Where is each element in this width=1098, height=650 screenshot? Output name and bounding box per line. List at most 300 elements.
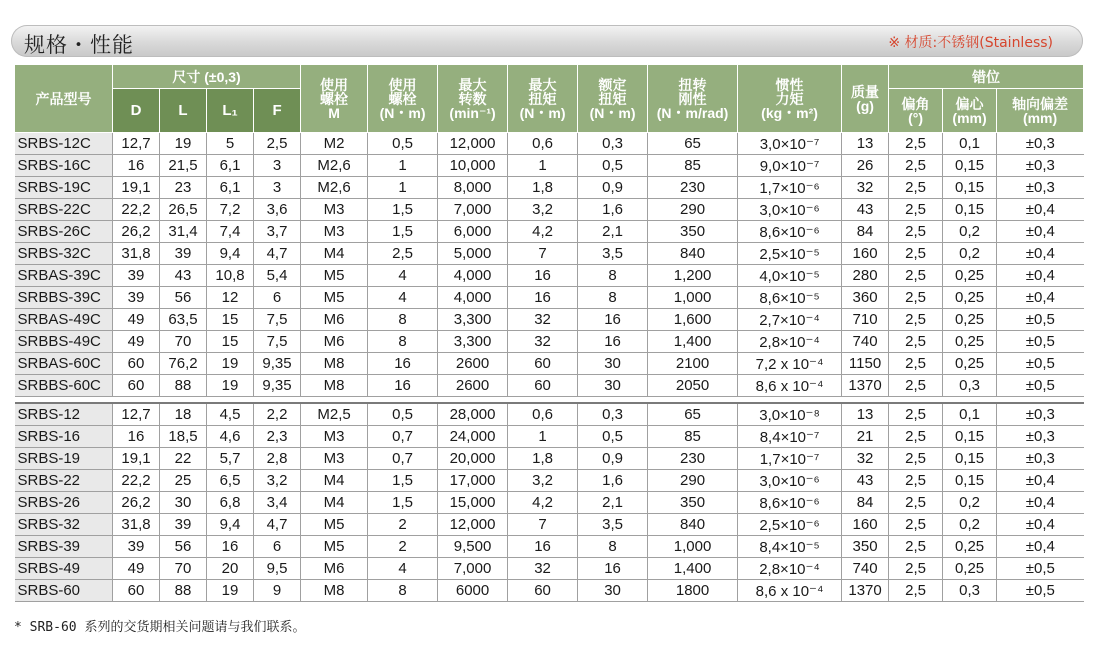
value-cell: 0,2 xyxy=(943,492,997,514)
value-cell: 1 xyxy=(508,426,578,448)
value-cell: 13 xyxy=(842,403,889,426)
value-cell: 13 xyxy=(842,133,889,155)
value-cell: ±0,4 xyxy=(997,221,1084,243)
value-cell: 7 xyxy=(508,243,578,265)
model-cell: SRBAS-60C xyxy=(15,353,113,375)
value-cell: 39 xyxy=(113,536,160,558)
value-cell: 2,5 xyxy=(889,580,943,602)
value-cell: 70 xyxy=(160,558,207,580)
value-cell: 16 xyxy=(207,536,254,558)
value-cell: 1,5 xyxy=(368,199,438,221)
value-cell: 31,8 xyxy=(113,514,160,536)
model-cell: SRBS-39 xyxy=(15,536,113,558)
value-cell: 2,5 xyxy=(889,221,943,243)
value-cell: 16 xyxy=(368,353,438,375)
value-cell: 7,000 xyxy=(438,558,508,580)
value-cell: 8,6×10⁻⁶ xyxy=(738,221,842,243)
value-cell: 0,15 xyxy=(943,155,997,177)
table-row xyxy=(15,470,1084,492)
value-cell: 2,5 xyxy=(889,426,943,448)
value-cell: 1,5 xyxy=(368,492,438,514)
table-row xyxy=(15,309,1084,331)
value-cell: M6 xyxy=(301,331,368,353)
value-cell: 0,6 xyxy=(508,403,578,426)
value-cell: 0,15 xyxy=(943,470,997,492)
value-cell: 4,5 xyxy=(207,403,254,426)
table-row xyxy=(15,375,1084,397)
value-cell: 15 xyxy=(207,331,254,353)
col-inertia: 惯性 力矩 (kg・m²) xyxy=(761,76,818,121)
table-row xyxy=(15,536,1084,558)
value-cell: 8 xyxy=(578,287,648,309)
value-cell: M8 xyxy=(301,580,368,602)
value-cell: 84 xyxy=(842,492,889,514)
value-cell: 2,1 xyxy=(578,221,648,243)
value-cell: 0,1 xyxy=(943,403,997,426)
value-cell: 2,5 xyxy=(889,155,943,177)
model-cell: SRBS-60 xyxy=(15,580,113,602)
table-row xyxy=(15,426,1084,448)
model-cell: SRBAS-39C xyxy=(15,265,113,287)
value-cell: M2,6 xyxy=(301,155,368,177)
value-cell: 1,400 xyxy=(648,331,738,353)
value-cell: 10,8 xyxy=(207,265,254,287)
value-cell: ±0,5 xyxy=(997,309,1084,331)
value-cell: 4,000 xyxy=(438,265,508,287)
model-cell: SRBBS-60C xyxy=(15,375,113,397)
value-cell: ±0,5 xyxy=(997,558,1084,580)
value-cell: 7 xyxy=(508,514,578,536)
value-cell: 18 xyxy=(160,403,207,426)
value-cell: 0,2 xyxy=(943,221,997,243)
value-cell: 2,5 xyxy=(889,353,943,375)
value-cell: 49 xyxy=(113,558,160,580)
value-cell: 1800 xyxy=(648,580,738,602)
value-cell: 12,7 xyxy=(113,403,160,426)
table-row xyxy=(15,221,1084,243)
value-cell: ±0,3 xyxy=(997,155,1084,177)
value-cell: ±0,4 xyxy=(997,470,1084,492)
value-cell: 2,5 xyxy=(889,403,943,426)
value-cell: M5 xyxy=(301,536,368,558)
value-cell: 39 xyxy=(160,514,207,536)
value-cell: 8 xyxy=(578,265,648,287)
value-cell: 32 xyxy=(842,448,889,470)
value-cell: 2100 xyxy=(648,353,738,375)
value-cell: 4,7 xyxy=(254,243,301,265)
value-cell: 2,3 xyxy=(254,426,301,448)
value-cell: 12 xyxy=(207,287,254,309)
value-cell: 1 xyxy=(508,155,578,177)
value-cell: 350 xyxy=(648,492,738,514)
value-cell: 12,7 xyxy=(113,133,160,155)
value-cell: 840 xyxy=(648,514,738,536)
value-cell: 3,300 xyxy=(438,331,508,353)
value-cell: 0,3 xyxy=(578,403,648,426)
value-cell: 2600 xyxy=(438,353,508,375)
value-cell: M5 xyxy=(301,514,368,536)
value-cell: M5 xyxy=(301,287,368,309)
value-cell: M2,6 xyxy=(301,177,368,199)
value-cell: 2,5 xyxy=(889,492,943,514)
table-row xyxy=(15,155,1084,177)
value-cell: 10,000 xyxy=(438,155,508,177)
value-cell: M3 xyxy=(301,448,368,470)
col-misalign: 错位 xyxy=(889,65,1084,89)
table-row xyxy=(15,558,1084,580)
value-cell: 2600 xyxy=(438,375,508,397)
value-cell: 3,0×10⁻⁶ xyxy=(738,470,842,492)
model-cell: SRBS-16 xyxy=(15,426,113,448)
value-cell: 3 xyxy=(254,177,301,199)
value-cell: M4 xyxy=(301,243,368,265)
table-row xyxy=(15,492,1084,514)
value-cell: 1,5 xyxy=(368,221,438,243)
value-cell: ±0,4 xyxy=(997,492,1084,514)
value-cell: 1,8 xyxy=(508,177,578,199)
value-cell: 2,5 xyxy=(889,177,943,199)
value-cell: 19 xyxy=(160,133,207,155)
col-F: F xyxy=(254,89,301,133)
value-cell: 16 xyxy=(113,426,160,448)
value-cell: 7,5 xyxy=(254,331,301,353)
value-cell: 3,2 xyxy=(508,199,578,221)
value-cell: 0,9 xyxy=(578,448,648,470)
value-cell: 23 xyxy=(160,177,207,199)
value-cell: 740 xyxy=(842,331,889,353)
value-cell: 9,0×10⁻⁷ xyxy=(738,155,842,177)
value-cell: 26,2 xyxy=(113,221,160,243)
value-cell: 0,5 xyxy=(578,155,648,177)
table-row xyxy=(15,448,1084,470)
value-cell: M5 xyxy=(301,265,368,287)
value-cell: 22,2 xyxy=(113,199,160,221)
value-cell: M8 xyxy=(301,353,368,375)
value-cell: 1,7×10⁻⁶ xyxy=(738,177,842,199)
value-cell: 1 xyxy=(368,177,438,199)
value-cell: 2,5 xyxy=(889,331,943,353)
value-cell: 16 xyxy=(508,287,578,309)
value-cell: 2,5 xyxy=(889,375,943,397)
material-note: ※ 材质:不锈钢(Stainless) xyxy=(888,35,1053,51)
col-L1: L₁ xyxy=(207,89,254,133)
value-cell: ±0,4 xyxy=(997,265,1084,287)
value-cell: 17,000 xyxy=(438,470,508,492)
value-cell: 360 xyxy=(842,287,889,309)
value-cell: 2,5 xyxy=(889,470,943,492)
model-cell: SRBAS-49C xyxy=(15,309,113,331)
value-cell: ±0,3 xyxy=(997,133,1084,155)
value-cell: 6,1 xyxy=(207,155,254,177)
value-cell: 19,1 xyxy=(113,177,160,199)
value-cell: 4 xyxy=(368,265,438,287)
value-cell: ±0,5 xyxy=(997,375,1084,397)
value-cell: ±0,5 xyxy=(997,353,1084,375)
value-cell: 7,2 x 10⁻⁴ xyxy=(738,353,842,375)
value-cell: 49 xyxy=(113,309,160,331)
spec-table xyxy=(14,64,1084,602)
value-cell: 16 xyxy=(508,265,578,287)
value-cell: 6 xyxy=(254,287,301,309)
value-cell: 4,2 xyxy=(508,492,578,514)
value-cell: 76,2 xyxy=(160,353,207,375)
value-cell: 31,8 xyxy=(113,243,160,265)
value-cell: ±0,4 xyxy=(997,514,1084,536)
value-cell: M3 xyxy=(301,199,368,221)
value-cell: 2050 xyxy=(648,375,738,397)
col-max-torque: 最大 扭矩 (N・m) xyxy=(519,76,566,121)
value-cell: 1370 xyxy=(842,580,889,602)
value-cell: 22 xyxy=(160,448,207,470)
value-cell: 9,4 xyxy=(207,243,254,265)
value-cell: 0,25 xyxy=(943,265,997,287)
value-cell: M3 xyxy=(301,426,368,448)
value-cell: 230 xyxy=(648,448,738,470)
model-cell: SRBS-16C xyxy=(15,155,113,177)
value-cell: 0,5 xyxy=(368,133,438,155)
value-cell: 5 xyxy=(207,133,254,155)
value-cell: ±0,4 xyxy=(997,243,1084,265)
value-cell: 290 xyxy=(648,470,738,492)
value-cell: 1,5 xyxy=(368,470,438,492)
value-cell: 43 xyxy=(160,265,207,287)
value-cell: 1370 xyxy=(842,375,889,397)
value-cell: 1,200 xyxy=(648,265,738,287)
value-cell: 2,8×10⁻⁴ xyxy=(738,331,842,353)
value-cell: ±0,3 xyxy=(997,426,1084,448)
value-cell: 290 xyxy=(648,199,738,221)
value-cell: 2,1 xyxy=(578,492,648,514)
col-L: L xyxy=(160,89,207,133)
value-cell: 3,300 xyxy=(438,309,508,331)
model-cell: SRBS-19 xyxy=(15,448,113,470)
col-D: D xyxy=(113,89,160,133)
col-angle: 偏角 (°) xyxy=(901,95,930,126)
value-cell: ±0,4 xyxy=(997,199,1084,221)
value-cell: 19 xyxy=(207,353,254,375)
table-row xyxy=(15,403,1084,426)
value-cell: 0,25 xyxy=(943,309,997,331)
value-cell: 12,000 xyxy=(438,514,508,536)
value-cell: 43 xyxy=(842,199,889,221)
value-cell: 60 xyxy=(113,580,160,602)
table-row xyxy=(15,331,1084,353)
value-cell: 2,8 xyxy=(254,448,301,470)
value-cell: 8,6 x 10⁻⁴ xyxy=(738,580,842,602)
value-cell: ±0,5 xyxy=(997,331,1084,353)
value-cell: 8 xyxy=(368,580,438,602)
table-row xyxy=(15,177,1084,199)
value-cell: 0,25 xyxy=(943,558,997,580)
value-cell: 0,25 xyxy=(943,536,997,558)
value-cell: 16 xyxy=(578,309,648,331)
value-cell: 4 xyxy=(368,558,438,580)
value-cell: 30 xyxy=(578,353,648,375)
value-cell: 8,6×10⁻⁵ xyxy=(738,287,842,309)
value-cell: 0,9 xyxy=(578,177,648,199)
value-cell: ±0,4 xyxy=(997,536,1084,558)
value-cell: 15 xyxy=(207,309,254,331)
value-cell: 39 xyxy=(160,243,207,265)
value-cell: 65 xyxy=(648,133,738,155)
value-cell: 2,7×10⁻⁴ xyxy=(738,309,842,331)
value-cell: 30 xyxy=(160,492,207,514)
value-cell: M8 xyxy=(301,375,368,397)
value-cell: 2,5 xyxy=(889,558,943,580)
value-cell: 20 xyxy=(207,558,254,580)
value-cell: 0,7 xyxy=(368,426,438,448)
value-cell: 2,5 xyxy=(889,287,943,309)
value-cell: ±0,3 xyxy=(997,403,1084,426)
model-cell: SRBS-22 xyxy=(15,470,113,492)
table-row xyxy=(15,199,1084,221)
table-row xyxy=(15,580,1084,602)
value-cell: 0,7 xyxy=(368,448,438,470)
value-cell: 230 xyxy=(648,177,738,199)
value-cell: 32 xyxy=(508,331,578,353)
value-cell: 4 xyxy=(368,287,438,309)
value-cell: 30 xyxy=(578,375,648,397)
value-cell: 8,6 x 10⁻⁴ xyxy=(738,375,842,397)
value-cell: 5,7 xyxy=(207,448,254,470)
value-cell: 25 xyxy=(160,470,207,492)
value-cell: 6,8 xyxy=(207,492,254,514)
value-cell: 3,7 xyxy=(254,221,301,243)
model-cell: SRBS-26 xyxy=(15,492,113,514)
value-cell: 9,35 xyxy=(254,375,301,397)
value-cell: 350 xyxy=(648,221,738,243)
value-cell: 85 xyxy=(648,155,738,177)
value-cell: M2 xyxy=(301,133,368,155)
value-cell: 18,5 xyxy=(160,426,207,448)
value-cell: 3,5 xyxy=(578,243,648,265)
value-cell: 32 xyxy=(508,309,578,331)
footnote: * SRB-60 系列的交货期相关问题请与我们联系。 xyxy=(14,620,306,635)
value-cell: 3,6 xyxy=(254,199,301,221)
value-cell: 0,25 xyxy=(943,331,997,353)
value-cell: 0,1 xyxy=(943,133,997,155)
value-cell: 15,000 xyxy=(438,492,508,514)
value-cell: 0,5 xyxy=(578,426,648,448)
table-row xyxy=(15,243,1084,265)
value-cell: 60 xyxy=(508,375,578,397)
value-cell: 56 xyxy=(160,536,207,558)
value-cell: 2,5 xyxy=(889,133,943,155)
value-cell: 840 xyxy=(648,243,738,265)
value-cell: 2,5 xyxy=(889,309,943,331)
value-cell: 2 xyxy=(368,536,438,558)
value-cell: 32 xyxy=(842,177,889,199)
value-cell: 0,15 xyxy=(943,426,997,448)
value-cell: 0,6 xyxy=(508,133,578,155)
value-cell: 65 xyxy=(648,403,738,426)
value-cell: 2,5 xyxy=(254,133,301,155)
value-cell: 160 xyxy=(842,243,889,265)
model-cell: SRBS-12 xyxy=(15,403,113,426)
value-cell: 26 xyxy=(842,155,889,177)
value-cell: 710 xyxy=(842,309,889,331)
value-cell: 2,5 xyxy=(889,514,943,536)
value-cell: 26,5 xyxy=(160,199,207,221)
value-cell: 60 xyxy=(113,353,160,375)
value-cell: 9,500 xyxy=(438,536,508,558)
value-cell: 1,8 xyxy=(508,448,578,470)
value-cell: 3,2 xyxy=(254,470,301,492)
table-row xyxy=(15,287,1084,309)
col-stiffness: 扭转 刚性 (N・m/rad) xyxy=(656,76,729,121)
value-cell: 6,1 xyxy=(207,177,254,199)
value-cell: 60 xyxy=(508,580,578,602)
col-bolt: 使用 螺栓 M xyxy=(320,76,349,121)
value-cell: 1150 xyxy=(842,353,889,375)
col-axial: 轴向偏差 (mm) xyxy=(1012,95,1069,126)
value-cell: 2 xyxy=(368,514,438,536)
value-cell: 88 xyxy=(160,375,207,397)
model-cell: SRBS-26C xyxy=(15,221,113,243)
value-cell: 60 xyxy=(508,353,578,375)
value-cell: 4,2 xyxy=(508,221,578,243)
value-cell: 0,25 xyxy=(943,353,997,375)
value-cell: 6,000 xyxy=(438,221,508,243)
value-cell: 16 xyxy=(113,155,160,177)
value-cell: 3,0×10⁻⁸ xyxy=(738,403,842,426)
value-cell: 6 xyxy=(254,536,301,558)
value-cell: 9 xyxy=(254,580,301,602)
value-cell: 8,6×10⁻⁶ xyxy=(738,492,842,514)
value-cell: 1,400 xyxy=(648,558,738,580)
col-bolt-torque: 使用 螺栓 (N・m) xyxy=(379,76,426,121)
value-cell: 0,2 xyxy=(943,243,997,265)
value-cell: 2,5 xyxy=(368,243,438,265)
value-cell: 22,2 xyxy=(113,470,160,492)
col-model: 产品型号 xyxy=(15,65,113,133)
value-cell: 32 xyxy=(508,558,578,580)
value-cell: 740 xyxy=(842,558,889,580)
value-cell: 70 xyxy=(160,331,207,353)
value-cell: 1,000 xyxy=(648,536,738,558)
value-cell: 8,4×10⁻⁷ xyxy=(738,426,842,448)
col-mass: 质量 (g) xyxy=(851,83,880,114)
value-cell: 2,5×10⁻⁶ xyxy=(738,514,842,536)
value-cell: 2,5×10⁻⁵ xyxy=(738,243,842,265)
value-cell: 39 xyxy=(113,287,160,309)
value-cell: 3 xyxy=(254,155,301,177)
value-cell: 0,25 xyxy=(943,287,997,309)
table-row xyxy=(15,133,1084,155)
value-cell: 30 xyxy=(578,580,648,602)
value-cell: 6000 xyxy=(438,580,508,602)
model-cell: SRBS-32 xyxy=(15,514,113,536)
value-cell: 4,0×10⁻⁵ xyxy=(738,265,842,287)
model-cell: SRBS-19C xyxy=(15,177,113,199)
value-cell: M4 xyxy=(301,492,368,514)
value-cell: 280 xyxy=(842,265,889,287)
table-row xyxy=(15,265,1084,287)
value-cell: 0,15 xyxy=(943,448,997,470)
model-cell: SRBBS-39C xyxy=(15,287,113,309)
value-cell: 16 xyxy=(578,331,648,353)
value-cell: 3,5 xyxy=(578,514,648,536)
value-cell: 0,3 xyxy=(943,375,997,397)
value-cell: 0,3 xyxy=(578,133,648,155)
value-cell: 3,0×10⁻⁶ xyxy=(738,199,842,221)
value-cell: 6,5 xyxy=(207,470,254,492)
value-cell: M2,5 xyxy=(301,403,368,426)
value-cell: 8 xyxy=(368,309,438,331)
value-cell: 0,3 xyxy=(943,580,997,602)
value-cell: 7,5 xyxy=(254,309,301,331)
value-cell: 0,5 xyxy=(368,403,438,426)
